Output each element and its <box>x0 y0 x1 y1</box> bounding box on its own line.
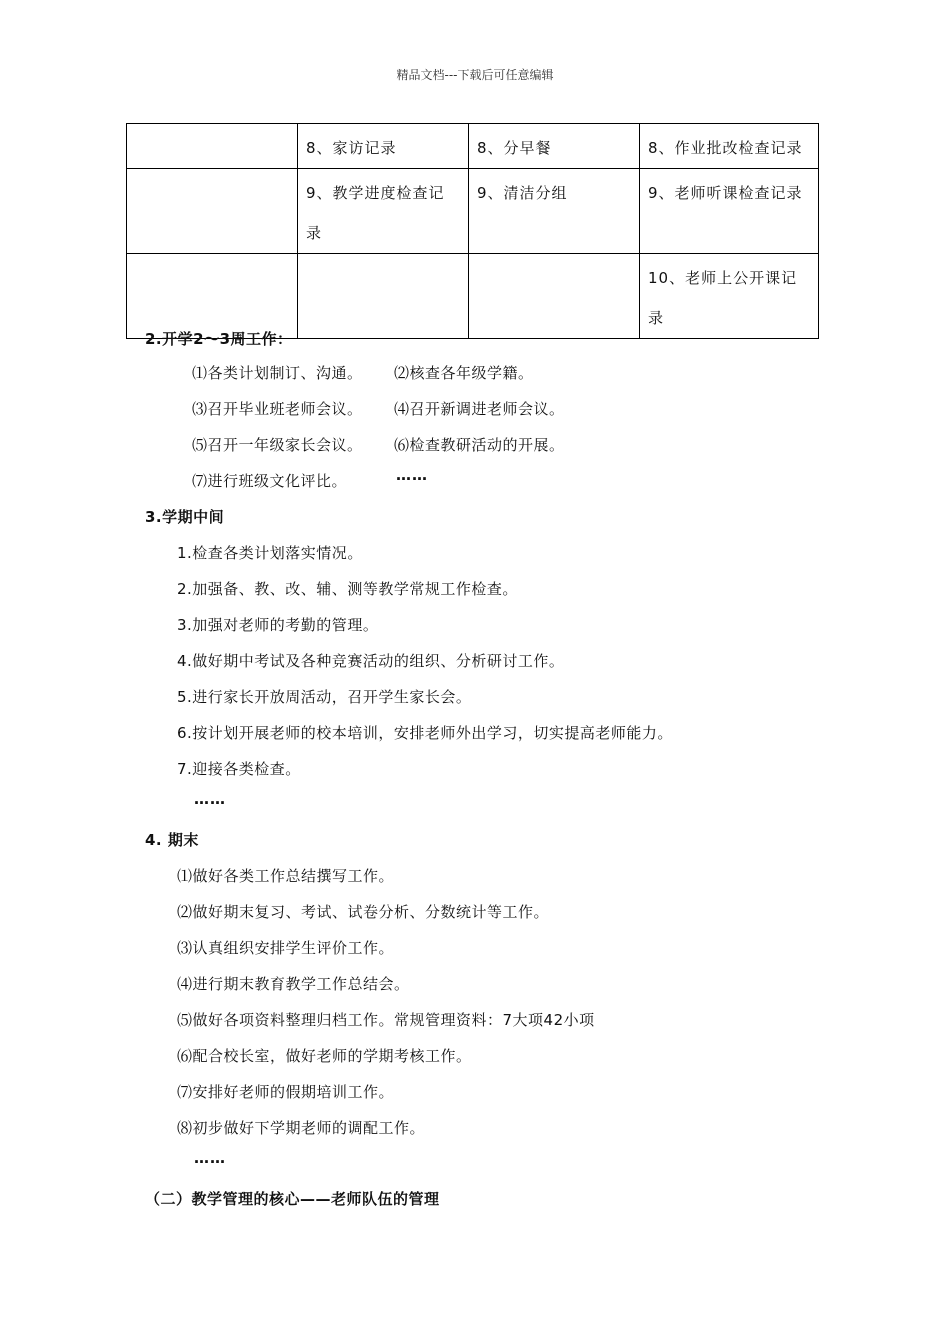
table-cell <box>127 169 298 254</box>
list-item: ⑴各类计划制订、沟通。 <box>192 364 363 382</box>
table-row <box>127 169 819 254</box>
table-cell <box>469 254 640 339</box>
list-item: ⑺安排好老师的假期培训工作。 <box>177 1083 395 1101</box>
ellipsis: …… <box>194 1149 226 1167</box>
list-item: ⑷召开新调进老师会议。 <box>394 400 565 418</box>
table-cell: 9、老师听课检查记录 <box>640 169 819 254</box>
table-cell <box>127 124 298 169</box>
list-item: 1.检查各类计划落实情况。 <box>177 544 363 562</box>
table-cell <box>298 254 469 339</box>
section-heading: （二）教学管理的核心——老师队伍的管理 <box>145 1190 440 1208</box>
list-item: ⑴做好各类工作总结撰写工作。 <box>177 867 395 885</box>
list-item: 3.加强对老师的考勤的管理。 <box>177 616 379 634</box>
table-cell: 9、清洁分组 <box>469 169 640 254</box>
list-item: ⑵做好期末复习、考试、试卷分析、分数统计等工作。 <box>177 903 550 921</box>
list-item: ⑷进行期末教育教学工作总结会。 <box>177 975 410 993</box>
list-item: 6.按计划开展老师的校本培训，安排老师外出学习，切实提高老师能力。 <box>177 724 673 742</box>
list-item: 5.进行家长开放周活动，召开学生家长会。 <box>177 688 472 706</box>
table-cell: 10、老师上公开课记录 <box>640 254 819 339</box>
page-header: 精品文档---下载后可任意编辑 <box>396 68 554 82</box>
list-item: ⑸做好各项资料整理归档工作。常规管理资料：7大项42小项 <box>177 1011 595 1029</box>
ellipsis: …… <box>194 790 226 808</box>
list-item: 2.加强备、教、改、辅、测等教学常规工作检查。 <box>177 580 518 598</box>
ellipsis: …… <box>396 466 428 484</box>
section-title: 3.学期中间 <box>145 508 225 526</box>
list-item: ⑵核查各年级学籍。 <box>394 364 534 382</box>
list-item: ⑺进行班级文化评比。 <box>192 472 348 490</box>
table-row <box>127 254 819 339</box>
list-item: ⑸召开一年级家长会议。 <box>192 436 363 454</box>
list-item: 4.做好期中考试及各种竞赛活动的组织、分析研讨工作。 <box>177 652 565 670</box>
table-cell <box>127 254 298 339</box>
list-item: 7.迎接各类检查。 <box>177 760 301 778</box>
list-item: ⑻初步做好下学期老师的调配工作。 <box>177 1119 426 1137</box>
table-row <box>127 124 819 169</box>
table-cell: 9、教学进度检查记录 <box>298 169 469 254</box>
table-cell: 8、分早餐 <box>469 124 640 169</box>
table-cell: 8、作业批改检查记录 <box>640 124 819 169</box>
list-item: ⑹配合校长室，做好老师的学期考核工作。 <box>177 1047 472 1065</box>
list-item: ⑶召开毕业班老师会议。 <box>192 400 363 418</box>
records-table <box>126 123 819 339</box>
section-title: 2.开学2～3周工作： <box>145 330 293 348</box>
list-item: ⑶认真组织安排学生评价工作。 <box>177 939 395 957</box>
section-title: 4. 期末 <box>145 831 199 849</box>
table-cell: 8、家访记录 <box>298 124 469 169</box>
list-item: ⑹检查教研活动的开展。 <box>394 436 565 454</box>
